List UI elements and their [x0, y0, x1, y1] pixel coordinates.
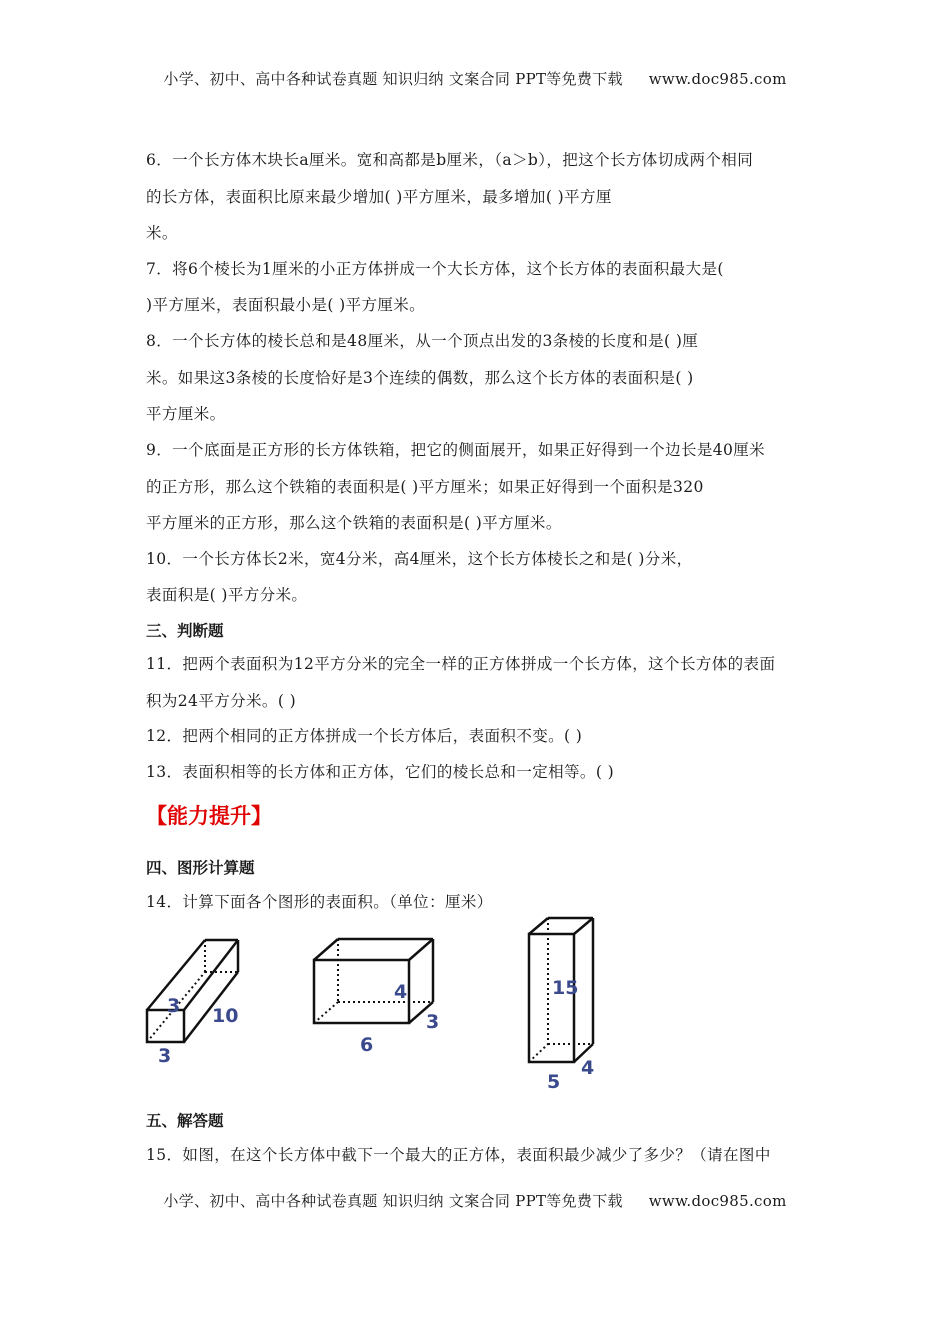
q15-line: 15．如图，在这个长方体中截下一个最大的正方体，表面积最少减少了多少？（请在图中 — [146, 1146, 771, 1164]
q6-line3: 米。 — [146, 224, 178, 242]
ability-section-title: 【能力提升】 — [146, 804, 272, 828]
footer-text: 小学、初中、高中各种试卷真题 知识归纳 文案合同 PPT等免费下载 — [163, 1192, 623, 1210]
fig2-label-width: 3 — [426, 1011, 440, 1033]
q9-line3: 平方厘米的正方形，那么这个铁箱的表面积是( )平方厘米。 — [146, 514, 562, 532]
q6-line2: 的长方体，表面积比原来最少增加( )平方厘米，最多增加( )平方厘 — [146, 188, 612, 206]
cuboid-figure-1 — [140, 930, 260, 1070]
page-header — [0, 68, 950, 89]
page-footer — [0, 1190, 950, 1211]
footer-site: www.doc985.com — [648, 1192, 787, 1210]
fig3-label-width: 4 — [581, 1057, 595, 1079]
q8-line3: 平方厘米。 — [146, 405, 226, 423]
section-figure-calc-heading: 四、图形计算题 — [146, 859, 255, 877]
q7-line1: 7．将6个棱长为1厘米的小正方体拼成一个大长方体，这个长方体的表面积最大是( — [146, 260, 724, 278]
q6-line1: 6．一个长方体木块长a厘米。宽和高都是b厘米，（a＞b），把这个长方体切成两个相同 — [146, 151, 754, 169]
q9-line2: 的正方形，那么这个铁箱的表面积是( )平方厘米；如果正好得到一个面积是320 — [146, 478, 704, 496]
header-text: 小学、初中、高中各种试卷真题 知识归纳 文案合同 PPT等免费下载 — [163, 70, 623, 88]
fig3-label-length: 5 — [547, 1071, 561, 1092]
q8-line2: 米。如果这3条棱的长度恰好是3个连续的偶数，那么这个长方体的表面积是( ) — [146, 369, 694, 387]
cuboid-figure-2 — [305, 930, 455, 1060]
header-site: www.doc985.com — [648, 70, 787, 88]
q11-line1: 11．把两个表面积为12平方分米的完全一样的正方体拼成一个长方体，这个长方体的表面 — [146, 655, 776, 673]
fig2-label-length: 6 — [360, 1034, 374, 1056]
q14-line: 14．计算下面各个图形的表面积。（单位：厘米） — [146, 893, 493, 911]
section-judgement-heading: 三、判断题 — [146, 622, 224, 640]
fig1-label-height: 3 — [158, 1045, 172, 1067]
section-answer-heading: 五、解答题 — [146, 1112, 224, 1130]
fig1-label-width: 3 — [167, 995, 181, 1017]
q11-line2: 积为24平方分米。( ) — [146, 692, 297, 710]
q9-line1: 9．一个底面是正方形的长方体铁箱，把它的侧面展开，如果正好得到一个边长是40厘米 — [146, 441, 766, 459]
q12-line: 12．把两个相同的正方体拼成一个长方体后，表面积不变。( ) — [146, 727, 583, 745]
fig2-label-height: 4 — [394, 981, 408, 1003]
q10-line1: 10．一个长方体长2米，宽4分米，高4厘米，这个长方体棱长之和是( )分米， — [146, 550, 693, 568]
cuboid-figure-3 — [515, 912, 615, 1092]
q10-line2: 表面积是( )平方分米。 — [146, 586, 308, 604]
fig1-label-length: 10 — [212, 1005, 239, 1027]
q13-line: 13．表面积相等的长方体和正方体，它们的棱长总和一定相等。( ) — [146, 763, 615, 781]
q7-line2: )平方厘米，表面积最小是( )平方厘米。 — [146, 296, 426, 314]
fig3-label-height: 15 — [552, 977, 579, 999]
q8-line1: 8．一个长方体的棱长总和是48厘米，从一个顶点出发的3条棱的长度和是( )厘 — [146, 332, 699, 350]
